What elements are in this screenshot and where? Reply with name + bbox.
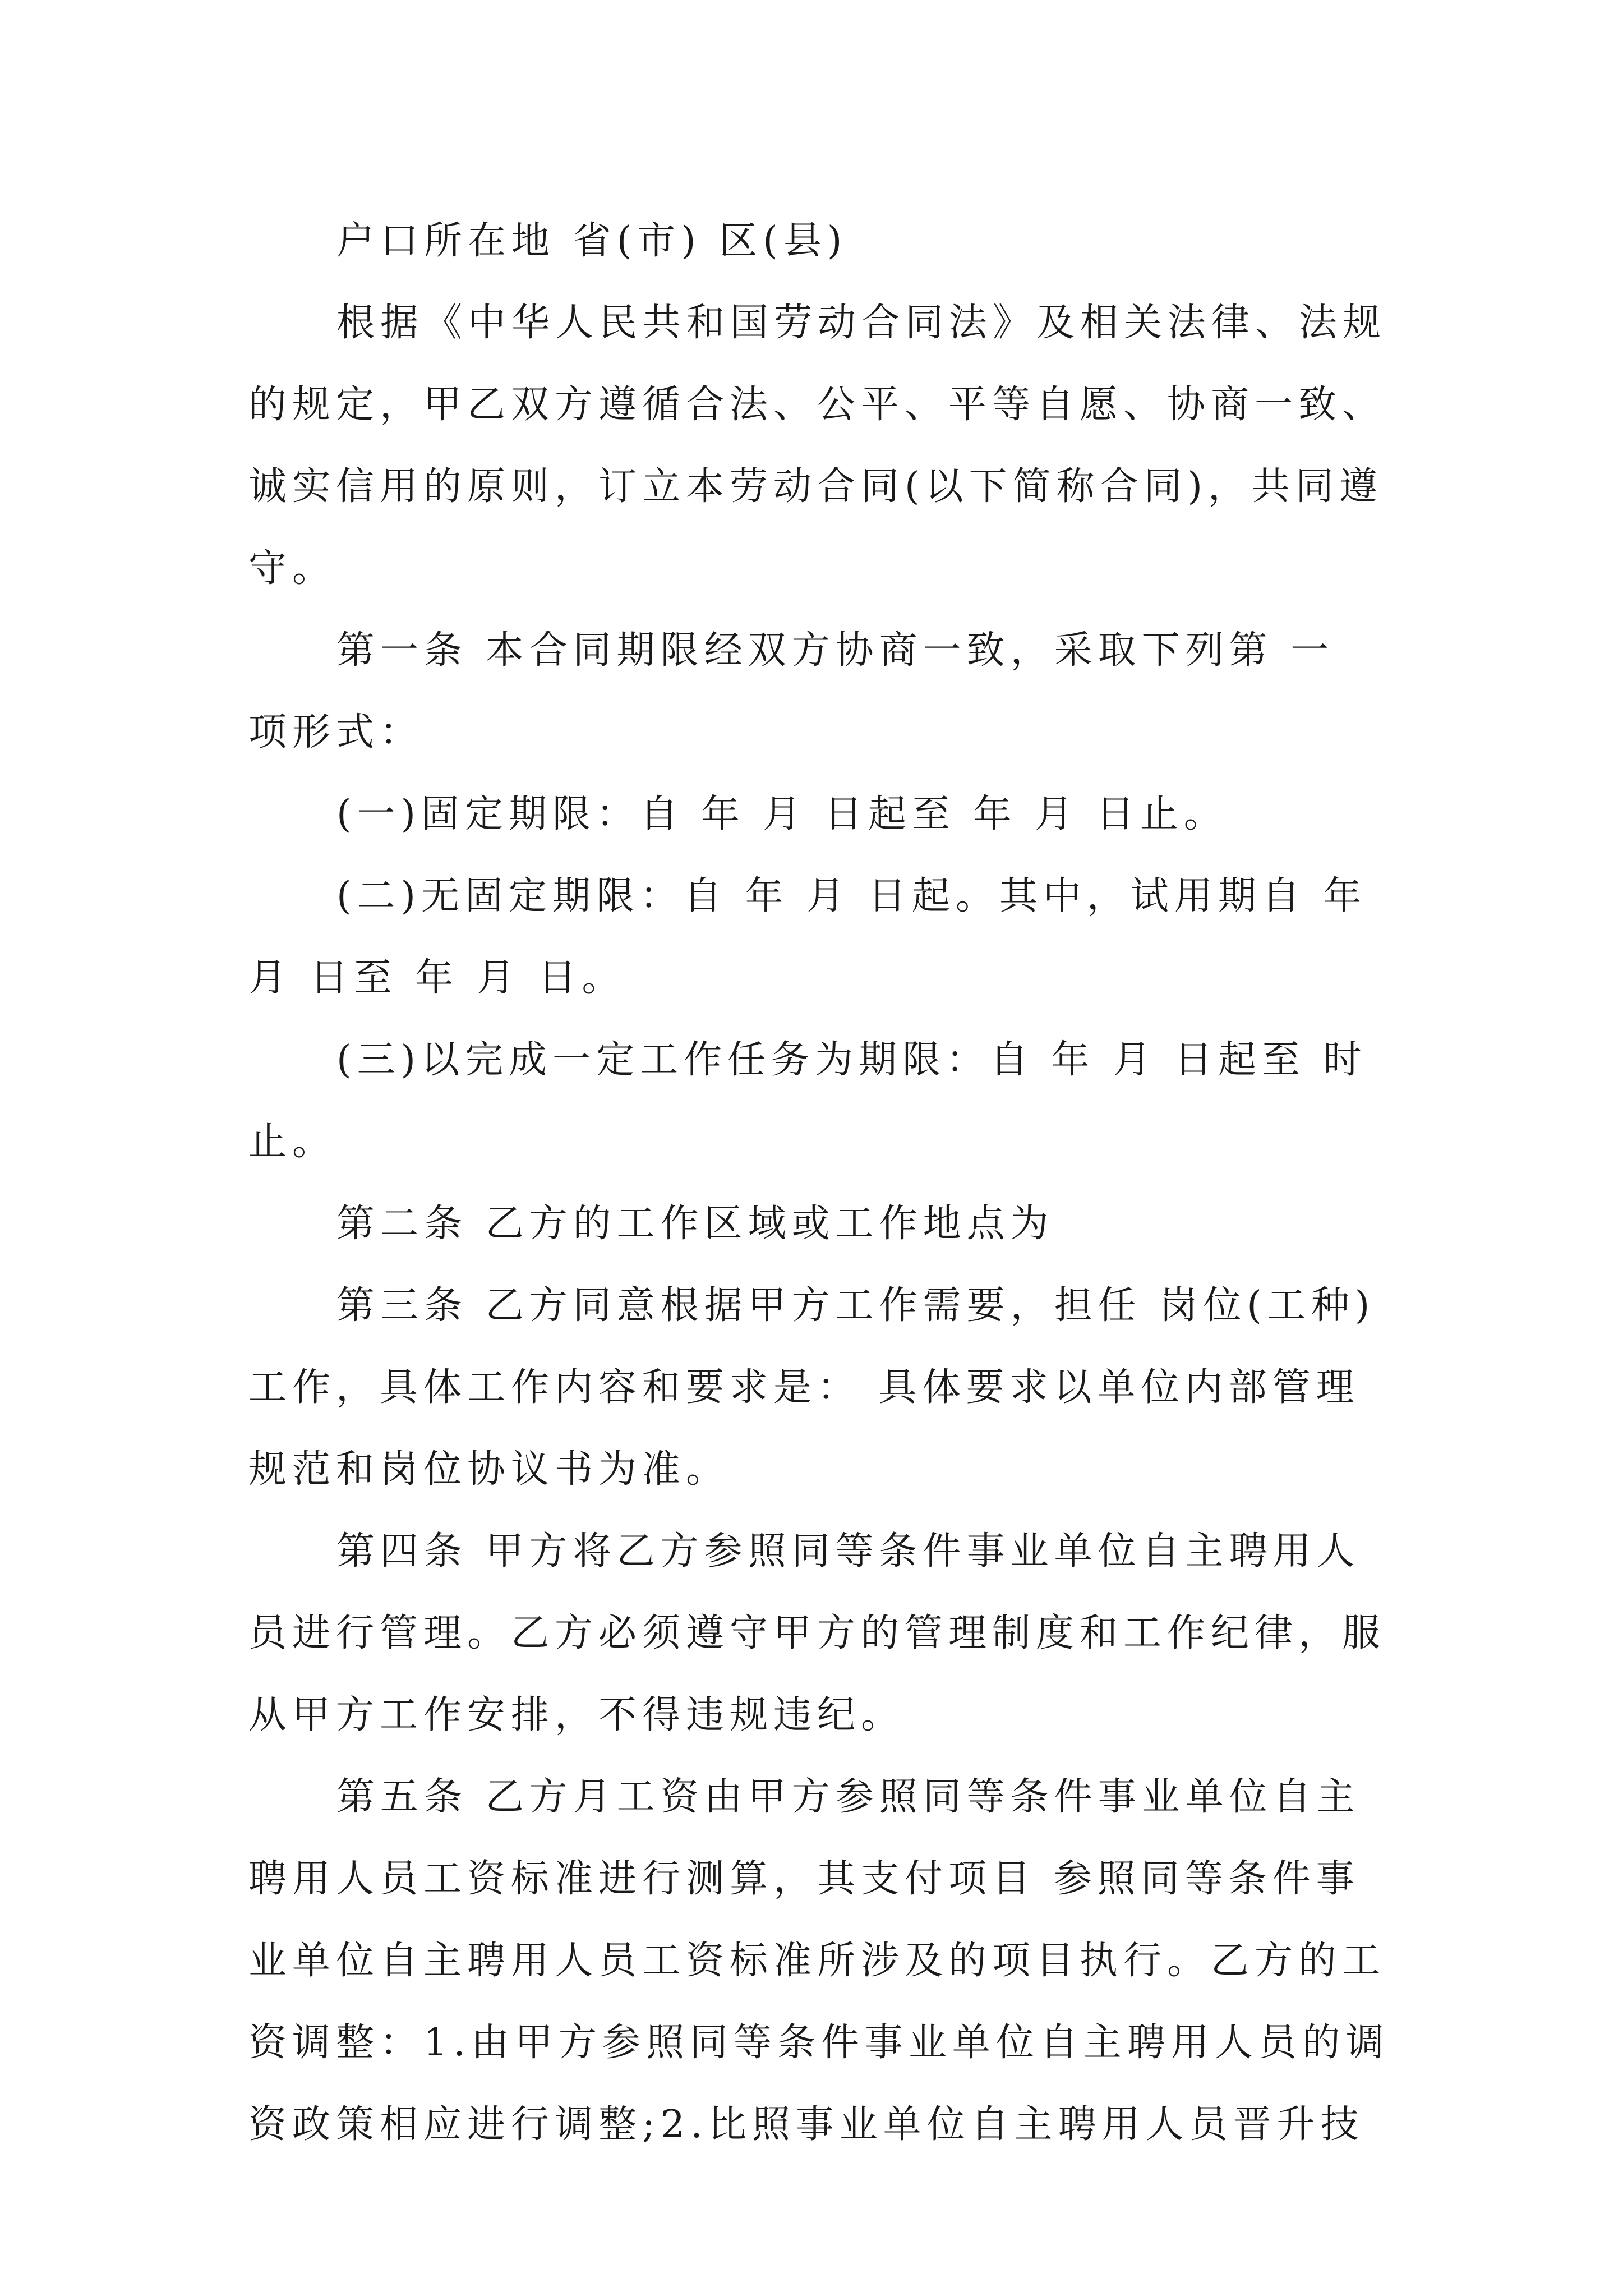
text-line: (二)无固定期限：自 年 月 日起。其中，试用期自 年	[336, 874, 1367, 918]
text-line: 第五条 乙方月工资由甲方参照同等条件事业单位自主	[336, 1775, 1361, 1819]
text-line: 的规定，甲乙双方遵循合法、公平、平等自愿、协商一致、	[248, 383, 1386, 427]
text-line: 第一条 本合同期限经双方协商一致，采取下列第 一	[336, 628, 1335, 673]
text-line: 资政策相应进行调整;2.比照事业单位自主聘用人员晋升技	[248, 2102, 1364, 2147]
text-line: 第四条 甲方将乙方参照同等条件事业单位自主聘用人	[336, 1529, 1361, 1573]
text-line: 资调整：1.由甲方参照同等条件事业单位自主聘用人员的调	[248, 2021, 1390, 2065]
text-line: 止。	[248, 1120, 336, 1164]
text-line: 户口所在地 省(市) 区(县)	[336, 219, 848, 263]
text-line: 聘用人员工资标准进行测算，其支付项目 参照同等条件事	[248, 1857, 1360, 1901]
text-line: 工作，具体工作内容和要求是： 具体要求以单位内部管理	[248, 1365, 1360, 1410]
text-line: 根据《中华人民共和国劳动合同法》及相关法律、法规	[336, 301, 1387, 345]
text-line: 守。	[248, 546, 336, 591]
text-line: 第三条 乙方同意根据甲方工作需要，担任 岗位(工种)	[336, 1283, 1376, 1328]
text-line: 诚实信用的原则，订立本劳动合同(以下简称合同)，共同遵	[248, 464, 1384, 509]
text-line: 月 日至 年 月 日。	[248, 956, 626, 1000]
text-line: 第二条 乙方的工作区域或工作地点为	[336, 1202, 1054, 1246]
text-line: (一)固定期限：自 年 月 日起至 年 月 日止。	[336, 792, 1228, 836]
text-line: 从甲方工作安排，不得违规违纪。	[248, 1693, 905, 1737]
text-line: (三)以完成一定工作任务为期限：自 年 月 日起至 时	[336, 1038, 1367, 1082]
text-line: 规范和岗位协议书为准。	[248, 1447, 730, 1492]
text-line: 项形式：	[248, 710, 424, 754]
text-line: 员进行管理。乙方必须遵守甲方的管理制度和工作纪律，服	[248, 1611, 1386, 1655]
text-line: 业单位自主聘用人员工资标准所涉及的项目执行。乙方的工	[248, 1939, 1386, 1983]
